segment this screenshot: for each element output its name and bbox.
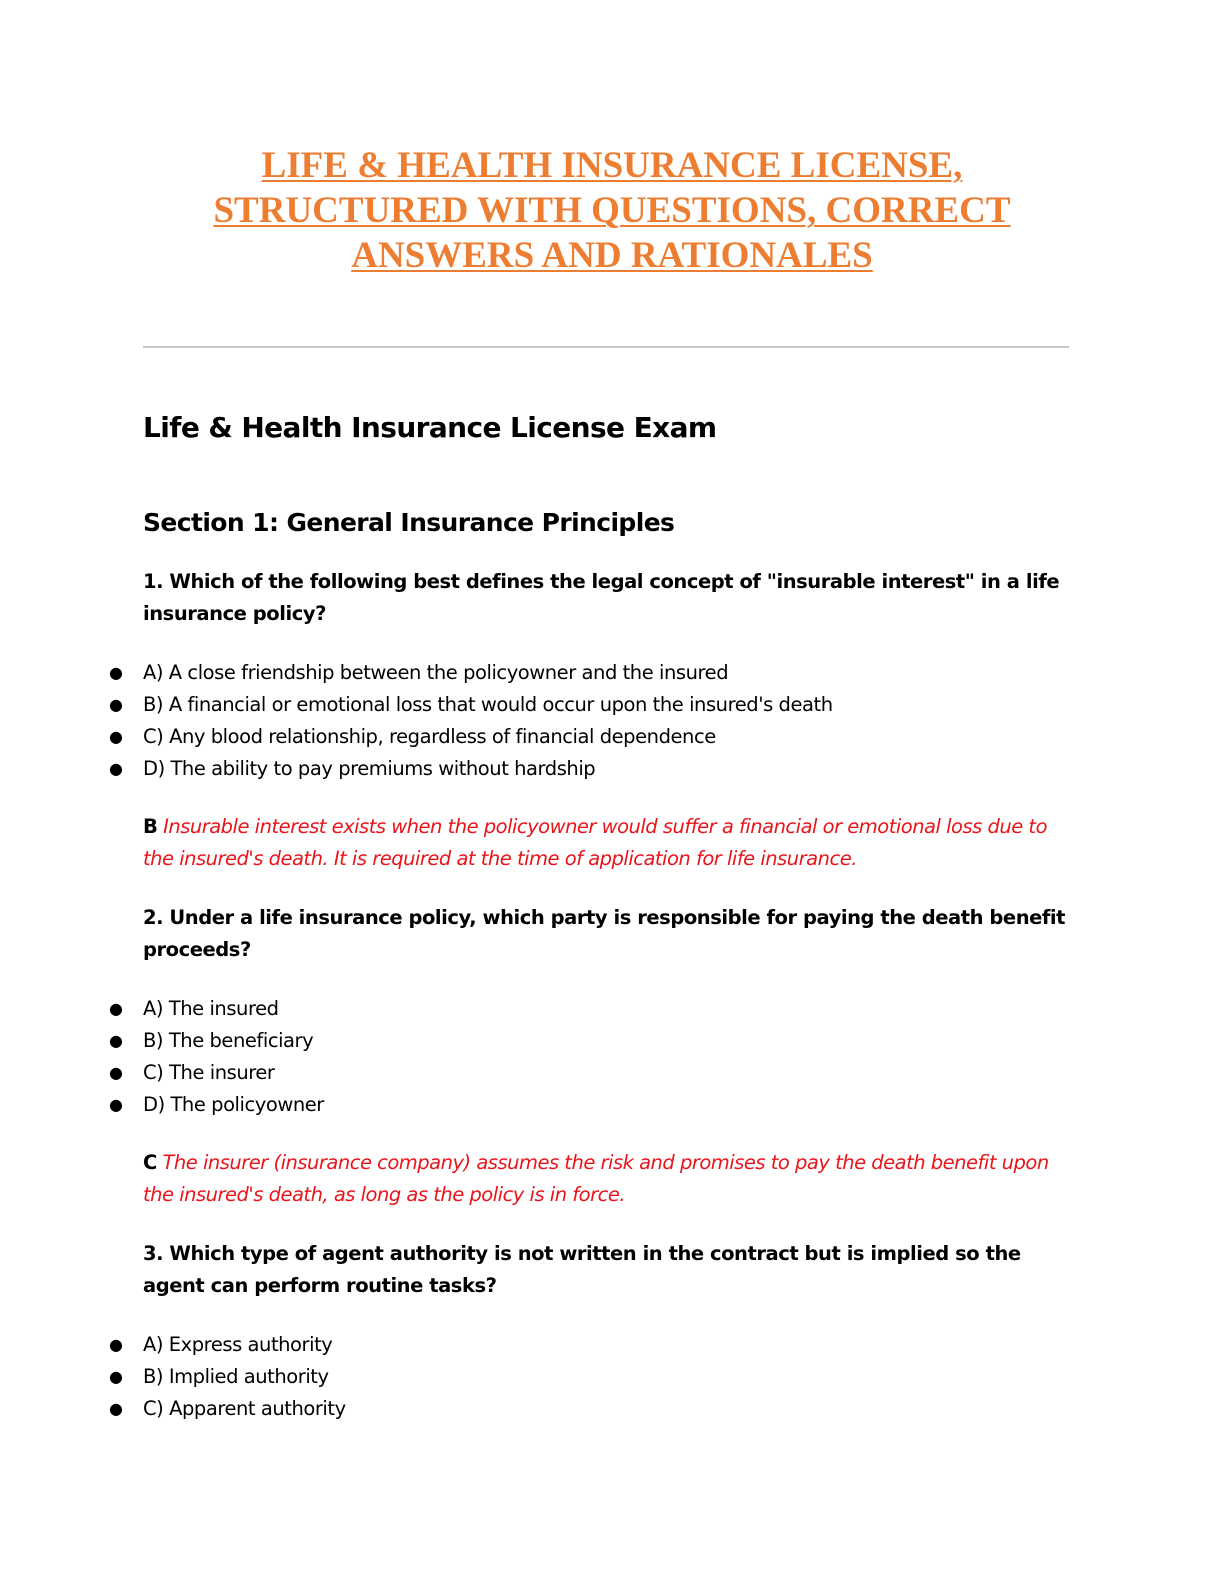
question-3: 3. Which type of agent authority is not written in the contract but is implied so the agent can perform routine tasks?: [143, 1242, 1021, 1297]
option-item: [104, 1393, 346, 1425]
bullet-icon: ●: [109, 1367, 123, 1386]
question-1-answer: [143, 811, 1073, 875]
option-label: D) The policyowner: [143, 1093, 324, 1116]
option-item: [104, 993, 324, 1025]
bullet-icon: ●: [109, 663, 123, 682]
option-label: B) The beneficiary: [143, 1029, 314, 1052]
answer-rationale: Insurable interest exists when the policyowner would suffer a financial or emotional loss due to the insured's death. It is required at the time of application for life insurance.: [143, 815, 1047, 870]
option-item: [104, 721, 833, 753]
option-item: [104, 753, 833, 785]
horizontal-divider: [143, 346, 1069, 348]
question-1-options: [104, 657, 833, 785]
option-label: C) Apparent authority: [143, 1397, 346, 1420]
option-label: C) The insurer: [143, 1061, 275, 1084]
bullet-icon: ●: [109, 999, 123, 1018]
answer-rationale: The insurer (insurance company) assumes the risk and promises to pay the death benefit upon the insured's death, as long as the policy is in force.: [143, 1151, 1049, 1206]
bullet-icon: ●: [109, 1335, 123, 1354]
option-item: [104, 657, 833, 689]
bullet-icon: ●: [109, 727, 123, 746]
option-label: A) Express authority: [143, 1333, 333, 1356]
option-item: [104, 1057, 324, 1089]
option-item: [104, 1329, 346, 1361]
question-2-answer: [143, 1147, 1073, 1211]
question-2-options: [104, 993, 324, 1121]
question-1: 1. Which of the following best defines the legal concept of "insurable interest" in a life insurance policy?: [143, 570, 1060, 625]
bullet-icon: ●: [109, 759, 123, 778]
option-item: [104, 1025, 324, 1057]
option-item: [104, 1361, 346, 1393]
option-label: B) Implied authority: [143, 1365, 329, 1388]
question-3-options: [104, 1329, 346, 1425]
option-label: B) A financial or emotional loss that would occur upon the insured's death: [143, 693, 833, 716]
exam-heading: Life & Health Insurance License Exam: [143, 411, 717, 444]
option-label: D) The ability to pay premiums without hardship: [143, 757, 596, 780]
option-label: A) The insured: [143, 997, 279, 1020]
section-heading: Section 1: General Insurance Principles: [143, 508, 675, 537]
bullet-icon: ●: [109, 1031, 123, 1050]
bullet-icon: ●: [109, 1063, 123, 1082]
option-item: [104, 1089, 324, 1121]
option-label: C) Any blood relationship, regardless of financial dependence: [143, 725, 716, 748]
option-label: A) A close friendship between the policyowner and the insured: [143, 661, 729, 684]
bullet-icon: ●: [109, 695, 123, 714]
answer-letter: C: [143, 1151, 157, 1174]
document-title: LIFE & HEALTH INSURANCE LICENSE, STRUCTURED WITH QUESTIONS, CORRECT ANSWERS AND RATIONALES: [213, 145, 1011, 276]
question-2: 2. Under a life insurance policy, which party is responsible for paying the death benefit proceeds?: [143, 906, 1066, 961]
bullet-icon: ●: [109, 1399, 123, 1418]
option-item: [104, 689, 833, 721]
bullet-icon: ●: [109, 1095, 123, 1114]
answer-letter: B: [143, 815, 158, 838]
